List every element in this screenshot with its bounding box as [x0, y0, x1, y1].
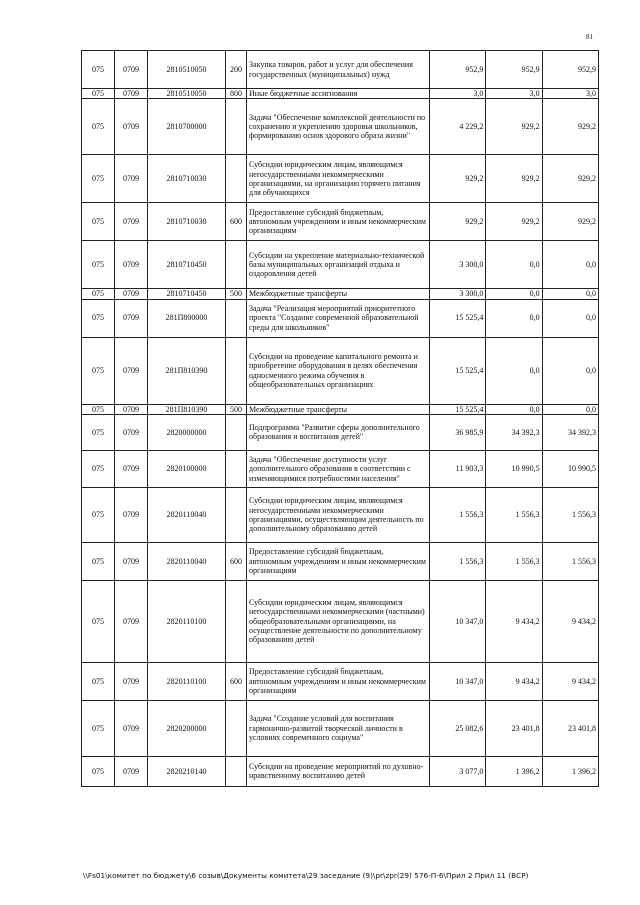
cell-sum-year1: 952,9 [430, 51, 486, 89]
cell-section: 0709 [115, 337, 148, 404]
cell-sum-year1: 3 300,0 [430, 241, 486, 289]
cell-sum-year3: 34 392,3 [542, 414, 598, 450]
table-row [82, 155, 599, 203]
cell-sum-year3: 1 556,3 [542, 542, 598, 580]
cell-sum-year1: 3 077,0 [430, 756, 486, 786]
cell-sum-year2: 929,2 [486, 99, 542, 155]
table-row [82, 450, 599, 487]
cell-admin: 075 [82, 756, 115, 786]
cell-target-article: 2820000000 [148, 414, 226, 450]
cell-sum-year2: 0,0 [486, 404, 542, 414]
cell-expense-type [226, 155, 247, 203]
cell-sum-year1: 10 347,0 [430, 580, 486, 662]
cell-section: 0709 [115, 241, 148, 289]
cell-section: 0709 [115, 99, 148, 155]
cell-admin: 075 [82, 404, 115, 414]
cell-target-article: 2810700000 [148, 99, 226, 155]
cell-sum-year2: 929,2 [486, 155, 542, 203]
cell-admin: 075 [82, 542, 115, 580]
cell-sum-year2: 0,0 [486, 337, 542, 404]
cell-sum-year2: 9 434,2 [486, 580, 542, 662]
cell-target-article: 2810710450 [148, 241, 226, 289]
cell-target-article: 2810710030 [148, 155, 226, 203]
cell-target-article: 2820110100 [148, 580, 226, 662]
cell-sum-year3: 9 434,2 [542, 662, 598, 700]
cell-sum-year3: 1 556,3 [542, 487, 598, 542]
cell-admin: 075 [82, 299, 115, 337]
cell-sum-year2: 9 434,2 [486, 662, 542, 700]
cell-expense-type [226, 99, 247, 155]
cell-sum-year1: 3 300,0 [430, 289, 486, 299]
table-row [82, 99, 599, 155]
cell-sum-year2: 0,0 [486, 289, 542, 299]
cell-section: 0709 [115, 299, 148, 337]
cell-expense-type: 500 [226, 404, 247, 414]
cell-sum-year3: 10 990,5 [542, 450, 598, 487]
cell-admin: 075 [82, 487, 115, 542]
file-path-footer: \\Fs01\комитет по бюджету\6 созыв\Документы комитета\29 заседание (9)\pr\zpr(29) 576-П-6\Прил 2 Прил 11 (ВСР) [83, 871, 529, 880]
cell-expense-type: 200 [226, 51, 247, 89]
cell-name: Иные бюджетные ассигнования [247, 89, 430, 99]
cell-admin: 075 [82, 289, 115, 299]
cell-expense-type: 600 [226, 542, 247, 580]
cell-sum-year3: 3,0 [542, 89, 598, 99]
cell-section: 0709 [115, 289, 148, 299]
cell-target-article: 2820110040 [148, 542, 226, 580]
cell-admin: 075 [82, 51, 115, 89]
cell-sum-year2: 34 392,3 [486, 414, 542, 450]
cell-target-article: 281П800000 [148, 299, 226, 337]
cell-name: Субсидии на проведение мероприятий по духовно-нравственному воспитанию детей [247, 756, 430, 786]
cell-name: Субсидии юридическим лицам, являющимся негосударственными некоммерческими организациями, осуществляющим деятельность по дополнительному образованию детей [247, 487, 430, 542]
cell-section: 0709 [115, 542, 148, 580]
cell-admin: 075 [82, 662, 115, 700]
cell-sum-year2: 0,0 [486, 299, 542, 337]
cell-admin: 075 [82, 241, 115, 289]
cell-admin: 075 [82, 99, 115, 155]
cell-section: 0709 [115, 51, 148, 89]
cell-section: 0709 [115, 487, 148, 542]
cell-name: Подпрограмма "Развитие сферы дополнительного образования и воспитания детей" [247, 414, 430, 450]
cell-target-article: 2820110040 [148, 487, 226, 542]
cell-name: Предоставление субсидий бюджетным, автономным учреждениям и иным некоммерческим организациям [247, 662, 430, 700]
cell-target-article: 2810510050 [148, 89, 226, 99]
table-row [82, 414, 599, 450]
table-row [82, 700, 599, 756]
cell-sum-year3: 0,0 [542, 337, 598, 404]
table-row [82, 299, 599, 337]
cell-sum-year3: 0,0 [542, 241, 598, 289]
cell-sum-year3: 0,0 [542, 404, 598, 414]
cell-admin: 075 [82, 700, 115, 756]
cell-target-article: 2820100000 [148, 450, 226, 487]
cell-sum-year2: 1 396,2 [486, 756, 542, 786]
cell-sum-year1: 15 525,4 [430, 404, 486, 414]
cell-sum-year3: 929,2 [542, 203, 598, 241]
cell-expense-type [226, 241, 247, 289]
cell-section: 0709 [115, 414, 148, 450]
cell-name: Задача "Реализация мероприятий приоритетного проекта "Создание современной образовательной среды для школьников" [247, 299, 430, 337]
cell-sum-year3: 929,2 [542, 99, 598, 155]
cell-admin: 075 [82, 337, 115, 404]
cell-sum-year1: 929,2 [430, 203, 486, 241]
cell-target-article: 2820110100 [148, 662, 226, 700]
cell-name: Задача "Обеспечение доступности услуг дополнительного образования в соответствии с изменяющимися потребностями населения" [247, 450, 430, 487]
table-row [82, 662, 599, 700]
cell-name: Межбюджетные трансферты [247, 289, 430, 299]
cell-sum-year1: 3,0 [430, 89, 486, 99]
cell-sum-year1: 929,2 [430, 155, 486, 203]
table-row [82, 289, 599, 299]
cell-target-article: 2810710030 [148, 203, 226, 241]
cell-name: Субсидии юридическим лицам, являющимся негосударственными некоммерческими организациями, на организацию горячего питания для обучающихся [247, 155, 430, 203]
cell-admin: 075 [82, 580, 115, 662]
cell-admin: 075 [82, 450, 115, 487]
cell-target-article: 281П810390 [148, 404, 226, 414]
cell-section: 0709 [115, 450, 148, 487]
cell-target-article: 2810710450 [148, 289, 226, 299]
cell-sum-year1: 4 229,2 [430, 99, 486, 155]
cell-name: Задача "Создание условий для воспитания гармонично-развитой творческой личности в условиях современного социума" [247, 700, 430, 756]
cell-section: 0709 [115, 700, 148, 756]
cell-sum-year1: 36 985,9 [430, 414, 486, 450]
cell-name: Субсидии юридическим лицам, являющимся негосударственными некоммерческими (частными) общеобразовательными организациями, на осуществление деятельности по дополнительному образованию детей [247, 580, 430, 662]
cell-name: Предоставление субсидий бюджетным, автономным учреждениям и иным некоммерческим организациям [247, 542, 430, 580]
cell-sum-year3: 1 396,2 [542, 756, 598, 786]
cell-sum-year2: 952,9 [486, 51, 542, 89]
cell-expense-type [226, 337, 247, 404]
cell-sum-year2: 929,2 [486, 203, 542, 241]
table-row [82, 542, 599, 580]
cell-expense-type [226, 487, 247, 542]
cell-sum-year3: 952,9 [542, 51, 598, 89]
cell-target-article: 2820210140 [148, 756, 226, 786]
cell-sum-year1: 25 082,6 [430, 700, 486, 756]
cell-sum-year1: 11 903,3 [430, 450, 486, 487]
cell-section: 0709 [115, 756, 148, 786]
table-row [82, 756, 599, 786]
cell-sum-year2: 23 401,8 [486, 700, 542, 756]
cell-sum-year1: 15 525,4 [430, 337, 486, 404]
cell-section: 0709 [115, 155, 148, 203]
cell-expense-type: 600 [226, 203, 247, 241]
table-row [82, 203, 599, 241]
cell-name: Межбюджетные трансферты [247, 404, 430, 414]
cell-sum-year3: 23 401,8 [542, 700, 598, 756]
cell-expense-type: 500 [226, 289, 247, 299]
cell-sum-year2: 1 556,3 [486, 487, 542, 542]
cell-expense-type: 600 [226, 662, 247, 700]
cell-sum-year3: 0,0 [542, 289, 598, 299]
cell-sum-year2: 10 990,5 [486, 450, 542, 487]
cell-sum-year3: 9 434,2 [542, 580, 598, 662]
table-row [82, 337, 599, 404]
cell-section: 0709 [115, 404, 148, 414]
cell-expense-type [226, 700, 247, 756]
cell-sum-year2: 0,0 [486, 241, 542, 289]
cell-expense-type [226, 580, 247, 662]
cell-expense-type [226, 756, 247, 786]
cell-target-article: 2810510050 [148, 51, 226, 89]
table-row [82, 51, 599, 89]
cell-name: Субсидии на укрепление материально-технической базы муниципальных организаций отдыха и оздоровления детей [247, 241, 430, 289]
cell-expense-type [226, 450, 247, 487]
table-row [82, 89, 599, 99]
cell-expense-type [226, 299, 247, 337]
cell-expense-type: 800 [226, 89, 247, 99]
table-row [82, 580, 599, 662]
cell-sum-year3: 929,2 [542, 155, 598, 203]
cell-admin: 075 [82, 89, 115, 99]
cell-sum-year2: 1 556,3 [486, 542, 542, 580]
cell-section: 0709 [115, 203, 148, 241]
budget-table [81, 50, 599, 787]
table-row [82, 241, 599, 289]
cell-expense-type [226, 414, 247, 450]
cell-section: 0709 [115, 662, 148, 700]
cell-section: 0709 [115, 580, 148, 662]
cell-name: Закупка товаров, работ и услуг для обеспечения государственных (муниципальных) нужд [247, 51, 430, 89]
cell-name: Предоставление субсидий бюджетным, автономным учреждениям и иным некоммерческим организациям [247, 203, 430, 241]
cell-sum-year3: 0,0 [542, 299, 598, 337]
cell-name: Субсидии на проведение капитального ремонта и приобретение оборудования в целях обеспечения односменного режима обучения в общеобразовательных организациях [247, 337, 430, 404]
cell-admin: 075 [82, 203, 115, 241]
cell-section: 0709 [115, 89, 148, 99]
cell-sum-year2: 3,0 [486, 89, 542, 99]
cell-sum-year1: 1 556,3 [430, 542, 486, 580]
cell-sum-year1: 10 347,0 [430, 662, 486, 700]
cell-sum-year1: 15 525,4 [430, 299, 486, 337]
cell-sum-year1: 1 556,3 [430, 487, 486, 542]
cell-target-article: 281П810390 [148, 337, 226, 404]
page-number: 81 [586, 33, 593, 41]
cell-admin: 075 [82, 155, 115, 203]
cell-admin: 075 [82, 414, 115, 450]
cell-name: Задача "Обеспечение комплексной деятельности по сохранению и укреплению здоровья школьников, формированию основ здорового образа жизни" [247, 99, 430, 155]
table-row [82, 487, 599, 542]
cell-target-article: 2820200000 [148, 700, 226, 756]
table-row [82, 404, 599, 414]
